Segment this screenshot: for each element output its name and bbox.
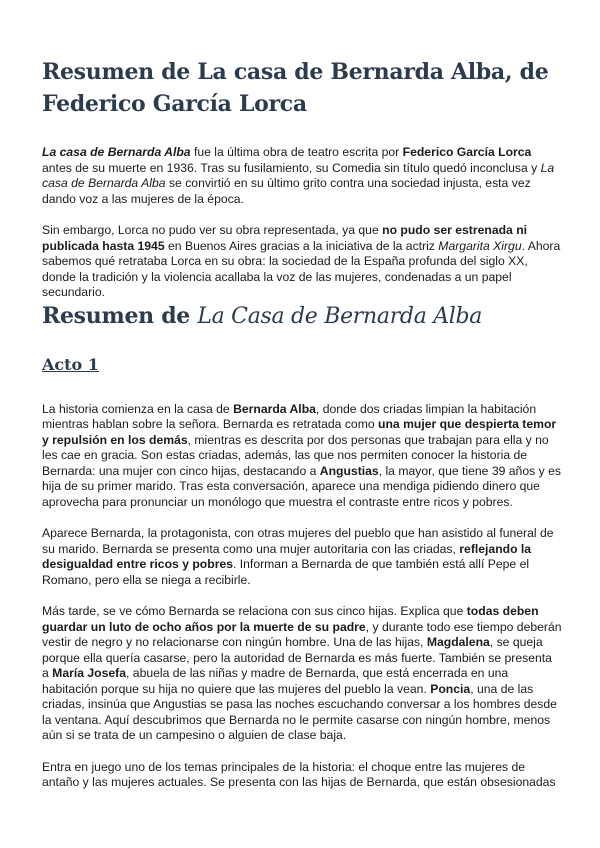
section-heading: Resumen de La Casa de Bernarda Alba [42,302,483,329]
actress-name: Margarita Xirgu [438,238,522,253]
intro-paragraph: La casa de Bernarda Alba fue la última obra de teatro escrita por Federico García Lorca antes de su muerte en 1936. Tras su fusilamiento, su Comedia sin título quedó inconclusa y La casa de Bernarda Alba se convirtió en su último grito contra una sociedad injusta, esta vez dando voz a las mujeres de la época. [42,145,555,206]
article [42,56,562,807]
premiere-highlight: no pudo ser estrenada ni publicada hasta 1945 [42,223,528,253]
work-title-italic: La casa de Bernarda Alba [42,160,555,190]
context-paragraph: Sin embargo, Lorca no pudo ver su obra representada, ya que no pudo ser estrenada ni publicada hasta 1945 en Buenos Aires gracias a la iniciativa de la actriz Margarita Xirgu. Ahora sabemos qué retrataba Lorca en su obra: la sociedad de la España profunda del siglo XX, donde la tradición y la violencia acallaba la voz de las mujeres, condenadas a un papel secundario. [42,223,561,299]
act1-paragraph-2: Aparece Bernarda, la protagonista, con otras mujeres del pueblo que han asistido al funeral de su marido. Bernarda se presenta como una mujer autoritaria con las criadas, reflejando la desigualdad entre ricos y pobres. Informan a Bernarda de que también está allí Pepe el Romano, pero ella se niega a recibirle. [42,526,554,587]
act1-paragraph-1: La historia comienza en la casa de Bernarda Alba, donde dos criadas limpian la habitación mientras hablan sobre la señora. Bernarda es retratada como una mujer que despierta temor y repulsión en los demás, mientras es descrita por dos personas que trabajan para ella y no les cae en gracia. Son estas criadas, además, las que nos permiten conocer la historia de Bernarda: una mujer con cinco hijas, destacando a Angustias, la mayor, que tiene 39 años y es hija de su primer marido. Tras esta conversación, aparece una mendiga pidiendo dinero que aprovecha para pronunciar un monólogo que muestra el contraste entre ricos y pobres. [42,401,561,509]
act1-paragraph-4: Entra en juego uno de los temas principales de la historia: el choque entre las mujeres de antaño y las mujeres actuales. Se presenta con las hijas de Bernarda, que están obsesionadas [42,759,556,789]
section-heading-title: La Casa de Bernarda Alba [197,303,483,329]
author-name: Federico García Lorca [402,145,532,159]
page-title: Resumen de La casa de Bernarda Alba, de Federico García Lorca [42,59,549,117]
act-heading: Acto 1 [42,354,99,374]
act1-paragraph-3: Más tarde, se ve cómo Bernarda se relaciona con sus cinco hijas. Explica que todas deben guardar un luto de ocho años por la muerte de su padre, y durante todo ese tiempo deberán vestir de negro y no relacionarse con ningún hombre. Una de las hijas, Magdalena, se queja porque ella quería casarse, pero la autoridad de Bernarda es más fuerte. También se presenta a María Josefa, abuela de las niñas y madre de Bernarda, que está encerrada en una habitación porque su hija no quiere que las mujeres del pueblo la vean. Poncia, una de las criadas, insinúa que Angustias se pasa las noches escuchando conversar a los hombres desde la ventana. Aquí descubrimos que Bernarda no le permite casarse con ningún hombre, menos aún si se trata de un campesino o alguien de clase baja. [42,604,562,742]
work-title: La casa de Bernarda Alba [42,145,191,159]
